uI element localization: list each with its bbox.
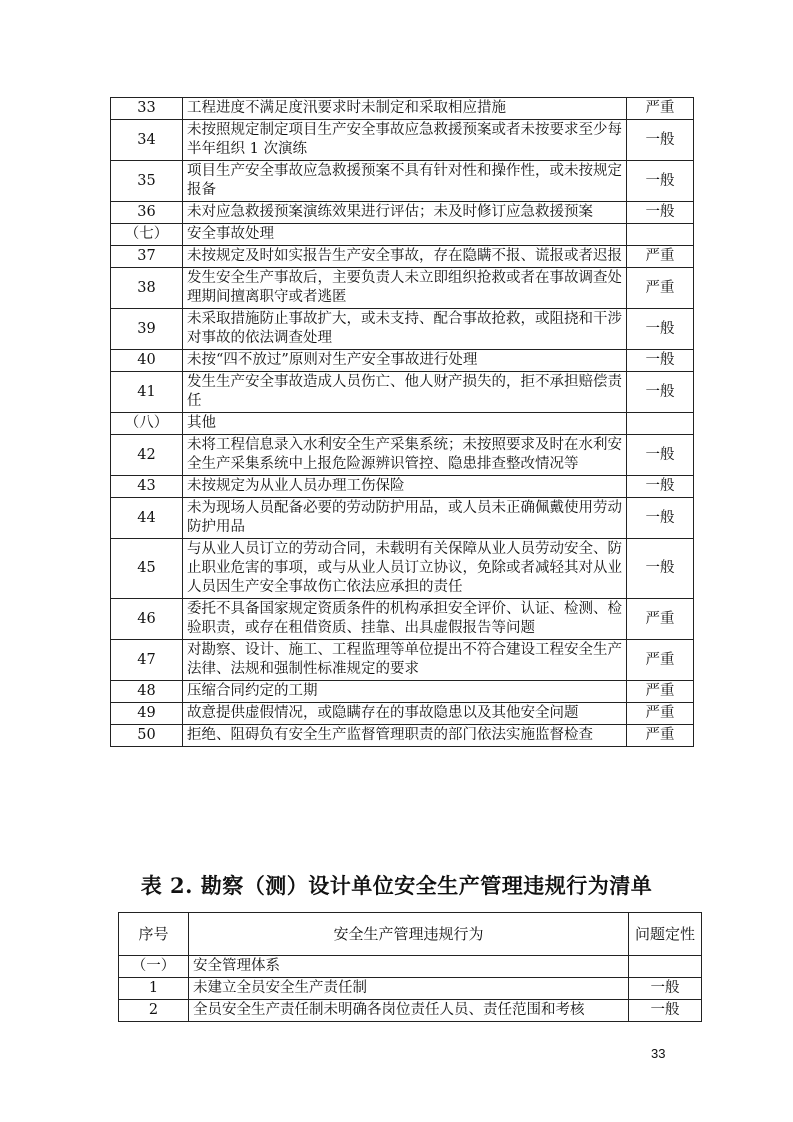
table-row xyxy=(111,725,694,747)
severity-rating xyxy=(627,413,694,435)
violation-text: 安全事故处理 xyxy=(183,224,627,246)
page-number: 33 xyxy=(651,1046,666,1061)
table-row xyxy=(119,1000,702,1022)
row-number: 39 xyxy=(111,309,183,350)
severity-rating: 一般 xyxy=(629,1000,702,1022)
violations-table-1-body xyxy=(111,98,694,747)
row-number: 47 xyxy=(111,640,183,681)
severity-rating: 严重 xyxy=(627,640,694,681)
violation-text: 项目生产安全事故应急救援预案不具有针对性和操作性，或未按规定报备 xyxy=(183,161,627,202)
violation-text: 与从业人员订立的劳动合同，未载明有关保障从业人员劳动安全、防止职业危害的事项，或与从业人员订立协议，免除或者减轻其对从业人员因生产安全事故伤亡依法应承担的责任 xyxy=(183,539,627,599)
table-row xyxy=(111,224,694,246)
violation-text: 安全管理体系 xyxy=(189,956,629,978)
header-severity: 问题定性 xyxy=(629,913,702,956)
violation-text: 拒绝、阻碍负有安全生产监督管理职责的部门依法实施监督检查 xyxy=(183,725,627,747)
row-number: 46 xyxy=(111,599,183,640)
header-serial-number: 序号 xyxy=(119,913,189,956)
violation-text: 其他 xyxy=(183,413,627,435)
row-number: 36 xyxy=(111,202,183,224)
table-row xyxy=(119,956,702,978)
table-2-title: 表 2. 勘察（测）设计单位安全生产管理违规行为清单 xyxy=(140,873,653,898)
row-number: （一） xyxy=(119,956,189,978)
violation-text: 未采取措施防止事故扩大，或未支持、配合事故抢救，或阻挠和干涉对事故的依法调查处理 xyxy=(183,309,627,350)
table-row xyxy=(111,246,694,268)
severity-rating: 严重 xyxy=(627,98,694,120)
row-number: 42 xyxy=(111,435,183,476)
severity-rating: 严重 xyxy=(627,703,694,725)
row-number: 44 xyxy=(111,498,183,539)
table-row xyxy=(119,978,702,1000)
row-number: 49 xyxy=(111,703,183,725)
row-number: （七） xyxy=(111,224,183,246)
violation-text: 发生生产安全事故造成人员伤亡、他人财产损失的，拒不承担赔偿责任 xyxy=(183,372,627,413)
violation-text: 未按规定及时如实报告生产安全事故，存在隐瞒不报、谎报或者迟报 xyxy=(183,246,627,268)
severity-rating: 一般 xyxy=(627,435,694,476)
violation-text: 未为现场人员配备必要的劳动防护用品，或人员未正确佩戴使用劳动防护用品 xyxy=(183,498,627,539)
table-row xyxy=(111,539,694,599)
violation-text: 未按“四不放过”原则对生产安全事故进行处理 xyxy=(183,350,627,372)
violation-text: 委托不具备国家规定资质条件的机构承担安全评价、认证、检测、检验职责，或存在租借资质、挂靠、出具虚假报告等问题 xyxy=(183,599,627,640)
table-row xyxy=(111,161,694,202)
table-row xyxy=(111,413,694,435)
table-row xyxy=(111,703,694,725)
row-number: 34 xyxy=(111,120,183,161)
severity-rating: 一般 xyxy=(627,309,694,350)
row-number: 41 xyxy=(111,372,183,413)
violation-text: 发生安全生产事故后，主要负责人未立即组织抢救或者在事故调查处理期间擅离职守或者逃匿 xyxy=(183,268,627,309)
severity-rating: 严重 xyxy=(627,725,694,747)
violation-text: 未按规定为从业人员办理工伤保险 xyxy=(183,476,627,498)
table-row xyxy=(111,120,694,161)
violations-table-2 xyxy=(118,912,702,1022)
violation-text: 压缩合同约定的工期 xyxy=(183,681,627,703)
violation-text: 未将工程信息录入水利安全生产采集系统；未按照要求及时在水利安全生产采集系统中上报危险源辨识管控、隐患排查整改情况等 xyxy=(183,435,627,476)
severity-rating: 严重 xyxy=(627,599,694,640)
severity-rating: 一般 xyxy=(627,202,694,224)
violation-text: 故意提供虚假情况，或隐瞒存在的事故隐患以及其他安全问题 xyxy=(183,703,627,725)
header-violation: 安全生产管理违规行为 xyxy=(189,913,629,956)
table-row xyxy=(111,268,694,309)
violation-text: 未对应急救援预案演练效果进行评估；未及时修订应急救援预案 xyxy=(183,202,627,224)
row-number: 38 xyxy=(111,268,183,309)
violation-text: 全员安全生产责任制未明确各岗位责任人员、责任范围和考核 xyxy=(189,1000,629,1022)
row-number: 40 xyxy=(111,350,183,372)
row-number: 1 xyxy=(119,978,189,1000)
table-row xyxy=(111,498,694,539)
severity-rating: 一般 xyxy=(627,476,694,498)
severity-rating: 一般 xyxy=(627,120,694,161)
row-number: 48 xyxy=(111,681,183,703)
table-row xyxy=(111,372,694,413)
severity-rating: 一般 xyxy=(627,539,694,599)
severity-rating xyxy=(627,224,694,246)
table-row xyxy=(111,350,694,372)
violations-table-1 xyxy=(110,97,694,747)
severity-rating: 严重 xyxy=(627,268,694,309)
row-number: 43 xyxy=(111,476,183,498)
table-row xyxy=(111,435,694,476)
severity-rating: 一般 xyxy=(627,350,694,372)
table-row xyxy=(111,309,694,350)
severity-rating: 一般 xyxy=(627,372,694,413)
table-row xyxy=(111,476,694,498)
table-row xyxy=(111,98,694,120)
severity-rating: 一般 xyxy=(627,161,694,202)
severity-rating: 一般 xyxy=(629,978,702,1000)
severity-rating xyxy=(629,956,702,978)
severity-rating: 一般 xyxy=(627,498,694,539)
row-number: 50 xyxy=(111,725,183,747)
severity-rating: 严重 xyxy=(627,681,694,703)
row-number: 2 xyxy=(119,1000,189,1022)
row-number: 45 xyxy=(111,539,183,599)
violations-table-2-body xyxy=(119,956,702,1022)
violation-text: 未按照规定制定项目生产安全事故应急救援预案或者未按要求至少每半年组织 1 次演练 xyxy=(183,120,627,161)
violation-text: 未建立全员安全生产责任制 xyxy=(189,978,629,1000)
violation-text: 工程进度不满足度汛要求时未制定和采取相应措施 xyxy=(183,98,627,120)
row-number: 35 xyxy=(111,161,183,202)
table-row xyxy=(111,599,694,640)
violation-text: 对勘察、设计、施工、工程监理等单位提出不符合建设工程安全生产法律、法规和强制性标准规定的要求 xyxy=(183,640,627,681)
table-header-row xyxy=(119,913,702,956)
row-number: 37 xyxy=(111,246,183,268)
row-number: （八） xyxy=(111,413,183,435)
severity-rating: 严重 xyxy=(627,246,694,268)
row-number: 33 xyxy=(111,98,183,120)
table-row xyxy=(111,681,694,703)
table-row xyxy=(111,640,694,681)
table-row xyxy=(111,202,694,224)
